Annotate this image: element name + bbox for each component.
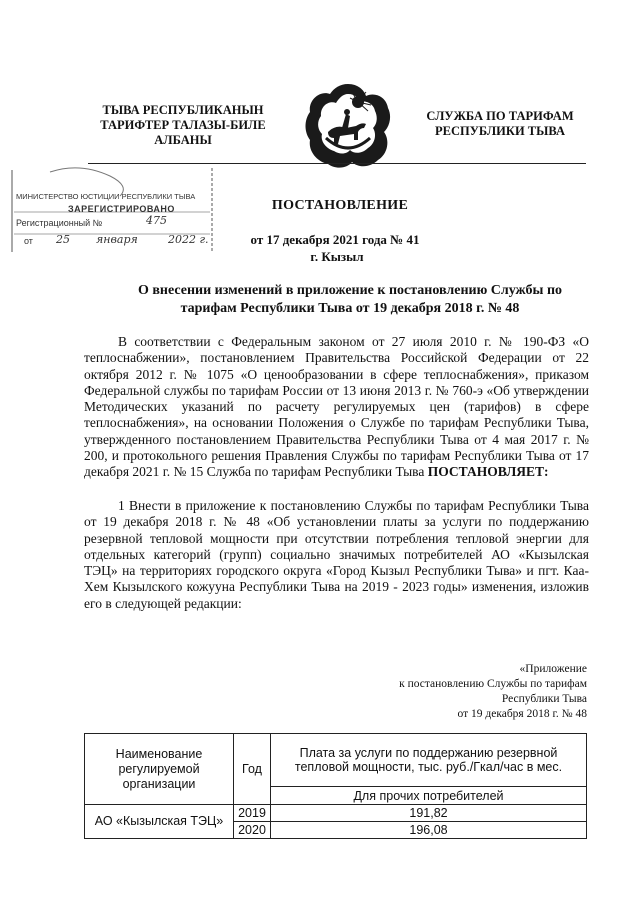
header-left-line-1: ТЫВА РЕСПУБЛИКАНЫН (102, 103, 264, 117)
appendix-line-1: «Приложение (519, 663, 587, 675)
stamp-ministry: МИНИСТЕРСТВО ЮСТИЦИИ РЕСПУБЛИКИ ТЫВА (16, 192, 196, 201)
stamp-status: ЗАРЕГИСТРИРОВАНО (68, 204, 175, 214)
appendix-line-4: от 19 декабря 2018 г. № 48 (457, 708, 587, 720)
header-right-org (415, 109, 585, 139)
appendix-line-3: Республики Тыва (501, 693, 587, 705)
document-type: ПОСТАНОВЛЕНИЕ (271, 198, 409, 213)
coat-of-arms-emblem (300, 80, 396, 172)
header-left-line-3: АЛБАНЫ (154, 133, 212, 147)
stamp-date-prefix: от (24, 236, 33, 246)
appendix-reference (327, 662, 587, 722)
table-row (85, 805, 587, 822)
tariff-table (84, 733, 587, 839)
document-subject: О внесении изменений в приложение к постановлению Службы по тарифам Республики Тыва от 19 декабря 2018 г. № 48 (137, 283, 563, 316)
stamp-date-month: января (96, 233, 138, 246)
header-org-cell: Наименование регулируемой организации (85, 734, 234, 805)
document-date-number: от 17 декабря 2021 года № 41 (250, 232, 420, 247)
year-cell: 2020 (234, 822, 271, 839)
table-header-row (85, 734, 587, 787)
stamp-date-year: 2022 г. (168, 233, 209, 246)
preamble-text: В соответствии с Федеральным законом от 27 июля 2010 г. № 190-ФЗ «О теплоснабжении», постановлением Правительства Российской Федерации от 22 октября 2012 г. № 1075 «О ценообразовании в сфере теплоснабжения», приказом Федеральной службы по тарифам России от 13 июня 2013 г. № 760-э «Об утверждении Методических указаний по расчету регулируемых цен (тарифов) в сфере теплоснабжения», на основании Положения о Службе по тарифам Республики Тыва, утвержденного постановлением Правительства Республики Тыва от 4 мая 2017 г. № 200, и протокольного решения Правления Службы по тарифам Республики Тыва от 17 декабря 2021 г. № 15 Служба по тарифам Республики Тыва (84, 334, 589, 480)
stamp-date-day: 25 (56, 233, 70, 246)
org-name-cell: АО «Кызылская ТЭЦ» (85, 805, 234, 839)
stamp-reg-number: 475 (146, 214, 167, 227)
document-city: г. Кызыл (310, 249, 364, 264)
header-left-org (88, 103, 278, 148)
resolves-keyword: ПОСТАНОВЛЯЕТ: (427, 464, 549, 480)
subheader-cell: Для прочих потребителей (271, 787, 587, 805)
stamp-reg-label: Регистрационный № (16, 218, 103, 228)
preamble-paragraph (84, 334, 589, 481)
appendix-line-2: к постановлению Службы по тарифам (399, 678, 587, 690)
clause-1-paragraph: 1 Внести в приложение к постановлению Службы по тарифам Республики Тыва от 19 декабря 2018 г. № 48 «Об установлении платы за услуги по поддержанию резервной тепловой мощности при отсутствии потребления тепловой энергии для отдельных категорий (групп) социально значимых потребителей АО «Кызылская ТЭЦ» на территориях городского округа «Город Кызыл Республики Тыва» и пгт. Каа-Хем Кызылского кожууна Республики Тыва на 2019 - 2023 годы» изменения, изложив его в следующей редакции: (84, 498, 589, 611)
value-cell: 196,08 (271, 822, 587, 839)
year-cell: 2019 (234, 805, 271, 822)
header-right-line-1: СЛУЖБА ПО ТАРИФАМ (426, 109, 574, 123)
header-right-line-2: РЕСПУБЛИКИ ТЫВА (435, 124, 565, 138)
header-year-cell: Год (234, 734, 271, 805)
value-cell: 191,82 (271, 805, 587, 822)
header-fee-cell: Плата за услуги по поддержанию резервной тепловой мощности, тыс. руб./Гкал/час в мес. (271, 734, 587, 787)
header-left-line-2: ТАРИФТЕР ТАЛАЗЫ-БИЛЕ (100, 118, 266, 132)
registration-stamp (10, 162, 215, 254)
